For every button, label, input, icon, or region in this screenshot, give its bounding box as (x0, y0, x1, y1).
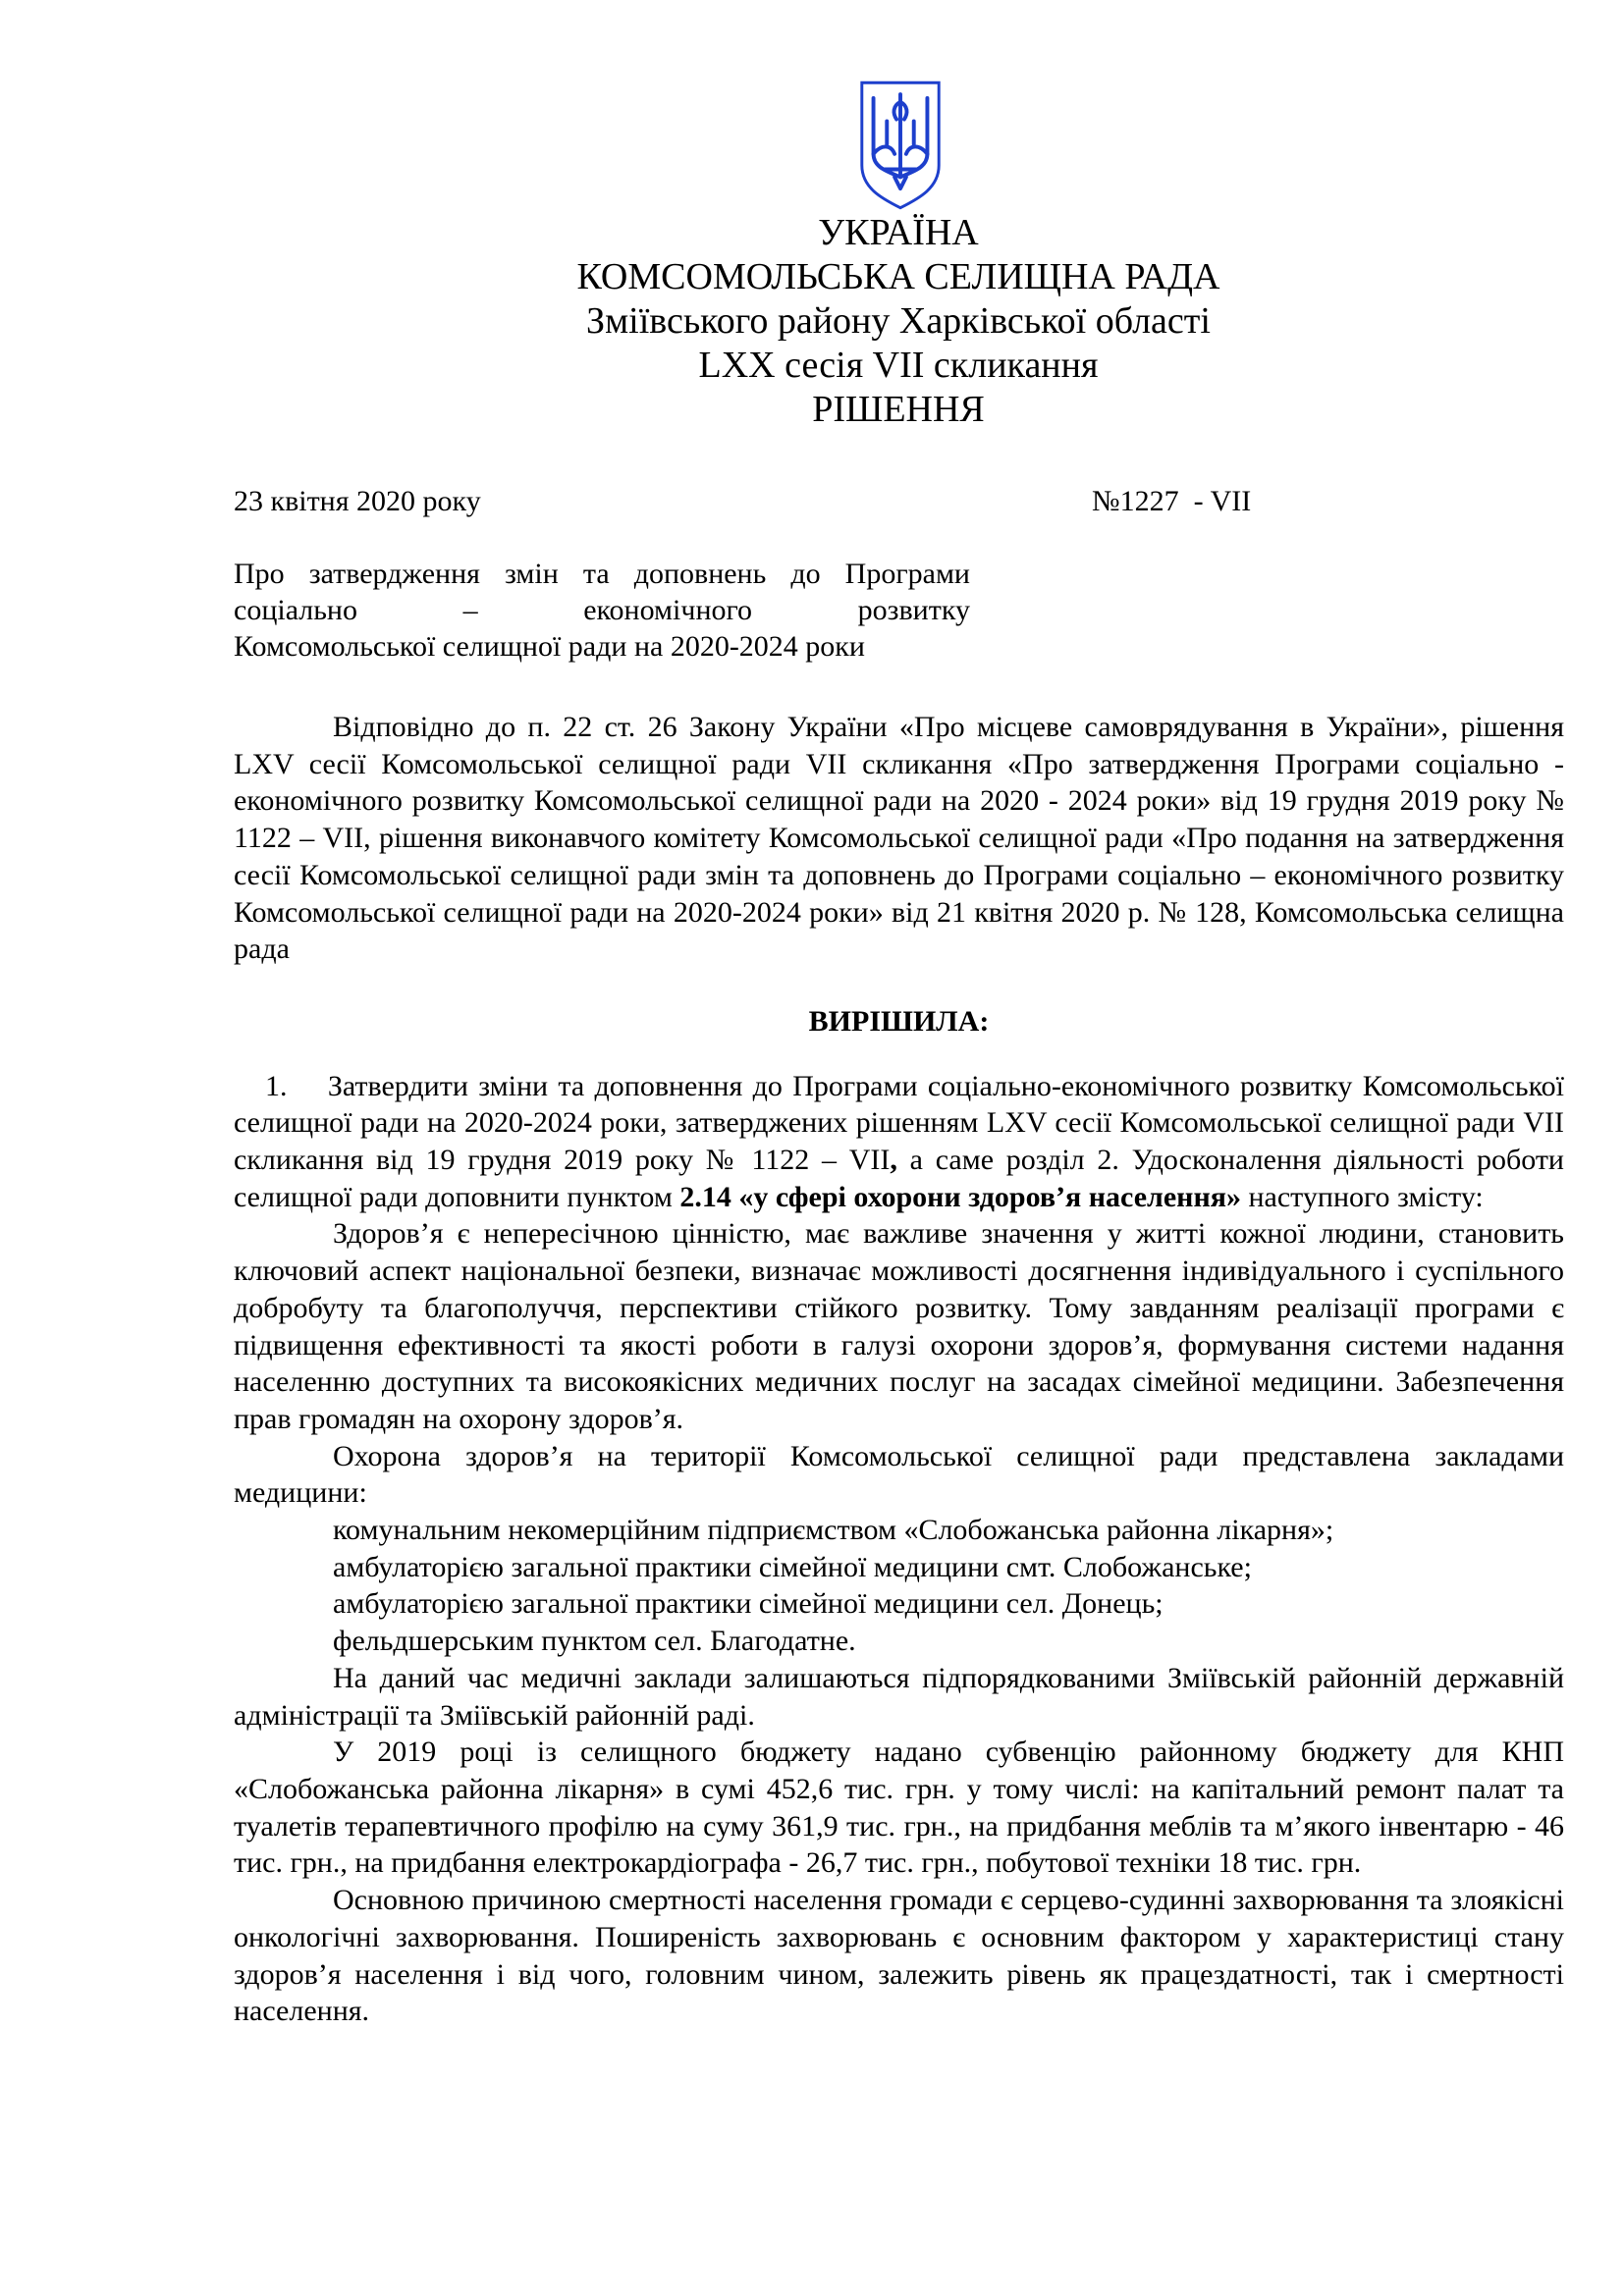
subject-line: соціально – економічного розвитку (234, 594, 970, 626)
health-paragraph: Основною причиною смертності населення громади є серцево-судинні захворювання та злоякісні онкологічні захворювання. Поширеність захворювань є основним фактором у характеристиці стану здоров’я населення і від чого, головним чином, залежить рівень як працездатності, так і смертності населення. (234, 1884, 1564, 2028)
item-number: 1. (265, 1069, 288, 1102)
decided-heading: ВИРІШИЛА: (808, 1004, 990, 1038)
decision-date: 23 квітня 2020 року (234, 485, 481, 517)
health-paragraph: На даний час медичні заклади залишаються підпорядкованими Зміївській районній державній адміністрації та Зміївській районній раді. (234, 1661, 1564, 1732)
district-title: Зміївського району Харківської області (586, 300, 1211, 342)
item-text: а саме розділ 2. Удосконалення діяльності роботи селищної ради доповнити пунктом (234, 1144, 1564, 1213)
subject-line: Про затвердження змін та доповнень до Програми (234, 558, 970, 590)
decision-body (234, 709, 1564, 2030)
council-title: КОМСОМОЛЬСЬКА СЕЛИЩНА РАДА (576, 256, 1220, 297)
country-title: УКРАЇНА (818, 212, 979, 253)
health-paragraph: Здоров’я є непересічною цінністю, має важливе значення у житті кожної людини, становить ключовий аспект національної безпеки, визначає можливості досягнення індивідуального і суспільного добробуту та благополуччя, перспективи стійкого розвитку. Тому завданням реалізації програми є підвищення ефективності та якості роботи в галузі охорони здоров’я, формування системи надання населенню доступних та високоякісних медичних послуг на засадах сімейної медицини. Забезпечення прав громадян на охорону здоров’я. (234, 1217, 1564, 1435)
health-paragraph: У 2019 році із селищного бюджету надано субвенцію районному бюджету для КНП «Слобожанська районна лікарня» в сумі 452,6 тис. грн. у тому числі: на капітальний ремонт палат та туалетів терапевтичного профілю на суму 361,9 тис. грн., на придбання меблів та м’якого інвентарю - 46 тис. грн., на придбання електрокардіографа - 26,7 тис. грн., побутової техніки 18 тис. грн. (234, 1735, 1564, 1880)
institution-item: комунальним некомерційним підприємством «Слобожанська районна лікарня»; (333, 1514, 1334, 1547)
preamble-paragraph: Відповідно до п. 22 ст. 26 Закону України «Про місцеве самоврядування в України», рішення LXV сесії Комсомольської селищної ради VII скликання «Про затвердження Програми соціально - економічного розвитку Комсомольської селищної ради на 2020 - 2024 роки» від 19 грудня 2019 року № 1122 – VII, рішення виконавчого комітету Комсомольської селищної ради «Про подання на затвердження сесії Комсомольської селищної ради змін та доповнень до Програми соціально – економічного розвитку Комсомольської селищної ради на 2020-2024 роки» від 21 квітня 2020 р. № 128, Комсомольська селищна рада (234, 711, 1564, 966)
document-header (0, 211, 1624, 432)
list-item (234, 1068, 1564, 1216)
item-bold-point: 2.14 «у сфері охорони здоров’я населення» (679, 1180, 1241, 1213)
trident-emblem-icon (852, 76, 948, 213)
item-text: наступного змісту: (1240, 1180, 1484, 1213)
decision-subject (234, 556, 970, 665)
session-title: LXX сесія VII скликання (698, 345, 1099, 386)
item-text-bold: , (890, 1144, 897, 1177)
decision-number: №1227 - VII (1092, 485, 1252, 517)
institution-item: амбулаторією загальної практики сімейної медицини сел. Донець; (333, 1587, 1164, 1621)
health-paragraph: Охорона здоров’я на території Комсомольської селищної ради представлена закладами медицини: (234, 1439, 1564, 1510)
institution-item: фельдшерським пунктом сел. Благодатне. (333, 1625, 856, 1658)
doc-type-title: РІШЕННЯ (812, 389, 985, 430)
item-text: Затвердити зміни та доповнення до Програми соціально-економічного розвитку Комсомольської селищної ради на 2020-2024 роки, затверджених рішенням LXV сесії Комсомольської селищної ради VII скликання від 19 грудня 2019 року № 1122 – VII (234, 1069, 1564, 1177)
institution-item: амбулаторією загальної практики сімейної медицини смт. Слобожанське; (333, 1550, 1252, 1583)
subject-line: Комсомольської селищної ради на 2020-2024 роки (234, 630, 865, 663)
